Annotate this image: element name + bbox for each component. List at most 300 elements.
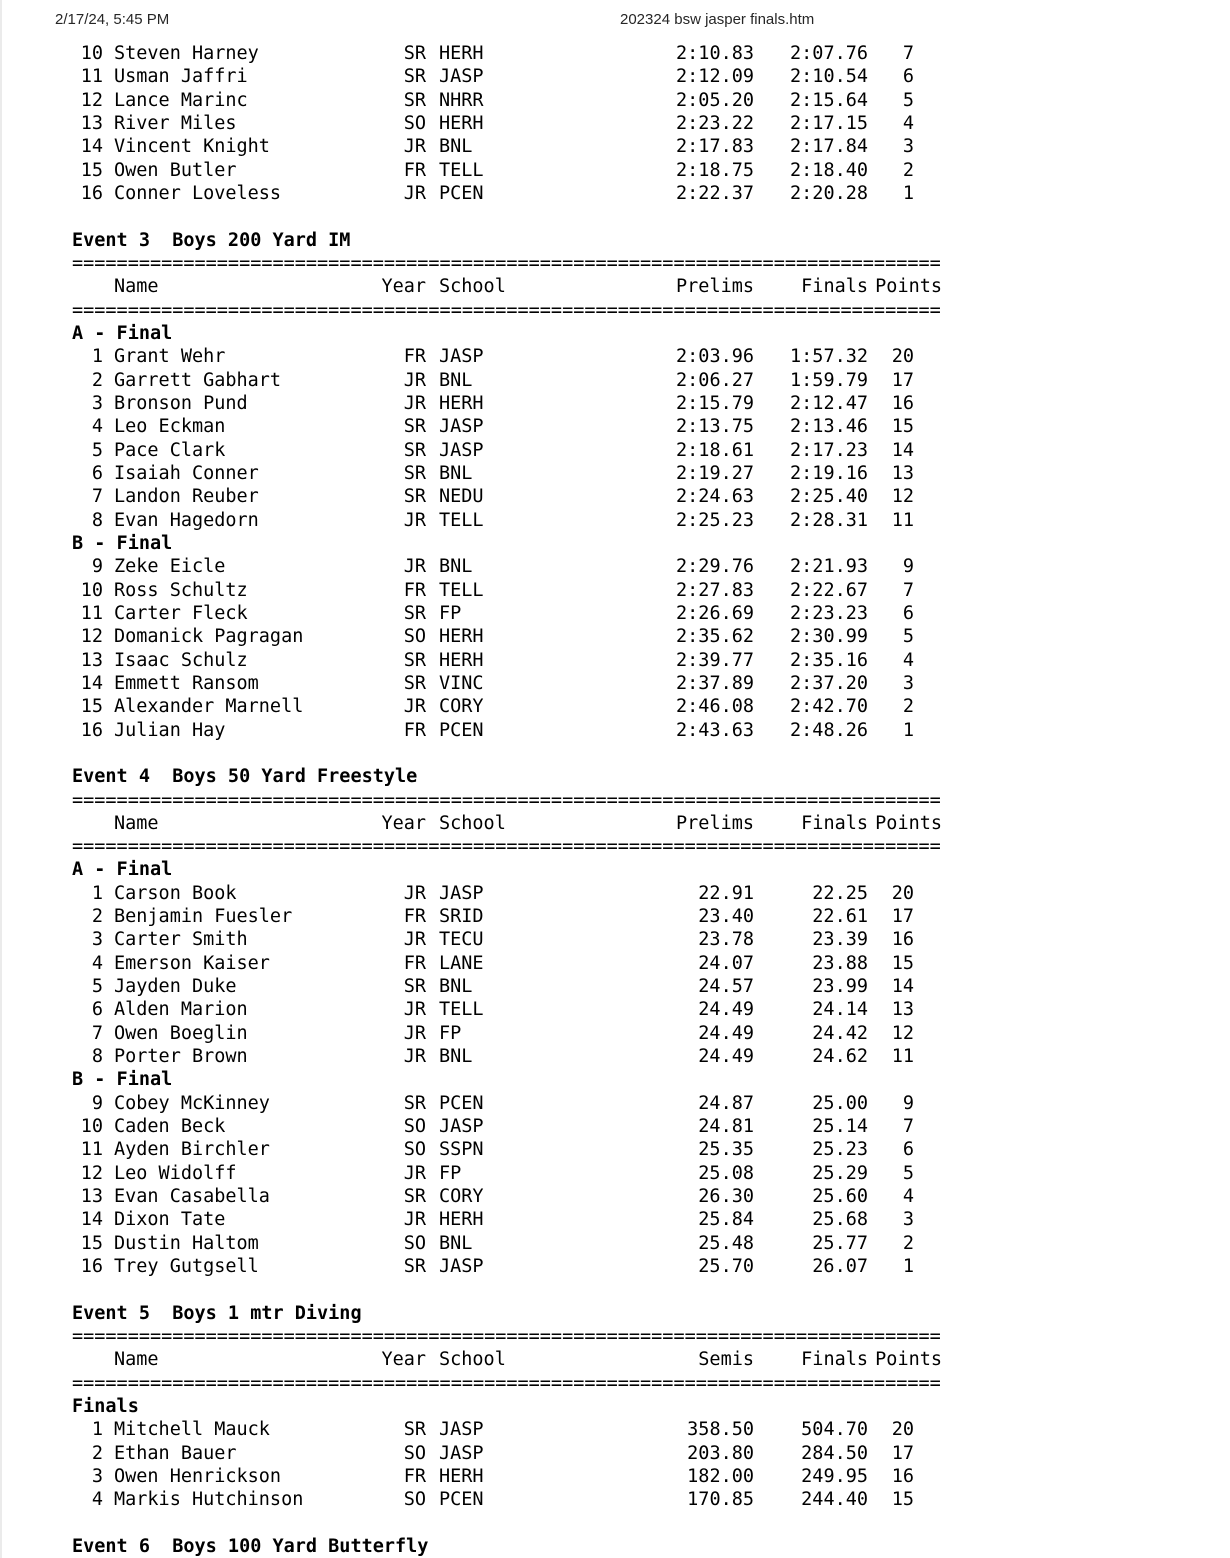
school-cell: HERH: [439, 626, 484, 648]
result-row: [2, 89, 1230, 112]
finals-time-cell: 2:12.47: [790, 392, 868, 414]
finals-time-cell: 2:21.93: [790, 556, 868, 578]
athlete-name-cell: Lance Marinc: [114, 89, 248, 111]
athlete-name-cell: Domanick Pagragan: [114, 626, 304, 648]
rank-cell: 10: [80, 1116, 103, 1138]
qual-time-cell: 23.78: [698, 929, 754, 951]
rank-cell: 16: [80, 182, 103, 204]
year-cell: JR: [403, 136, 426, 158]
result-row: [2, 65, 1230, 88]
year-cell: FR: [403, 346, 426, 368]
finals-time-cell: 2:19.16: [790, 462, 868, 484]
points-cell: 6: [902, 66, 914, 88]
rank-cell: 2: [91, 906, 103, 928]
rank-cell: 9: [91, 556, 103, 578]
school-column-header: School: [439, 1349, 506, 1371]
rank-cell: 2: [91, 1442, 103, 1464]
points-cell: 2: [902, 696, 914, 718]
year-cell: SO: [403, 1116, 426, 1138]
points-cell: 15: [891, 1489, 914, 1511]
points-cell: 7: [902, 579, 914, 601]
year-cell: SR: [403, 649, 426, 671]
athlete-name-cell: Vincent Knight: [114, 136, 270, 158]
athlete-name-cell: Isaac Schulz: [114, 649, 248, 671]
result-row: [2, 135, 1230, 158]
rank-cell: 12: [80, 89, 103, 111]
print-datetime: 2/17/24, 5:45 PM: [55, 11, 170, 28]
finals-time-cell: 1:57.32: [790, 346, 868, 368]
qual-time-cell: 2:46.08: [676, 696, 754, 718]
finals-time-cell: 2:42.70: [790, 696, 868, 718]
school-column-header: School: [439, 276, 506, 298]
year-cell: JR: [403, 929, 426, 951]
school-cell: TELL: [439, 159, 484, 181]
qual-time-cell: 26.30: [698, 1186, 754, 1208]
result-row: [2, 1045, 1230, 1068]
result-row: [2, 928, 1230, 951]
rank-cell: 3: [91, 929, 103, 951]
qual-time-cell: 2:27.83: [676, 579, 754, 601]
result-row: [2, 1022, 1230, 1045]
qual-time-cell: 24.07: [698, 952, 754, 974]
result-row: [2, 1442, 1230, 1465]
finals-time-cell: 2:25.40: [790, 486, 868, 508]
points-cell: 7: [902, 1116, 914, 1138]
athlete-name-cell: Trey Gutgsell: [114, 1256, 259, 1278]
print-header: [2, 11, 1230, 33]
school-column-header: School: [439, 812, 506, 834]
result-row: [2, 1488, 1230, 1511]
athlete-name-cell: Owen Henrickson: [114, 1466, 282, 1488]
column-header-row: [2, 1348, 1230, 1371]
year-cell: JR: [403, 509, 426, 531]
finals-time-cell: 25.23: [812, 1139, 868, 1161]
school-cell: HERH: [439, 649, 484, 671]
athlete-name-cell: Conner Loveless: [114, 182, 282, 204]
result-row: [2, 485, 1230, 508]
finals-time-cell: 2:37.20: [790, 672, 868, 694]
qual-column-header: Semis: [698, 1349, 754, 1371]
year-cell: SO: [403, 112, 426, 134]
year-cell: FR: [403, 906, 426, 928]
finals-time-cell: 23.39: [812, 929, 868, 951]
qual-time-cell: 203.80: [687, 1442, 754, 1464]
points-cell: 17: [891, 369, 914, 391]
rank-cell: 10: [80, 43, 103, 64]
finals-time-cell: 2:17.15: [790, 112, 868, 134]
name-column-header: Name: [114, 812, 159, 834]
event-heading: Event 4 Boys 50 Yard Freestyle: [72, 766, 418, 788]
result-row: [2, 369, 1230, 392]
result-row: [2, 1092, 1230, 1115]
athlete-name-cell: Caden Beck: [114, 1116, 226, 1138]
points-cell: 11: [891, 1046, 914, 1068]
separator-line: ==============================================================================: [72, 789, 941, 811]
rank-cell: 9: [91, 1092, 103, 1114]
rank-cell: 13: [80, 649, 103, 671]
athlete-name-cell: Bronson Pund: [114, 392, 248, 414]
rank-cell: 4: [91, 1489, 103, 1511]
points-column-header: Points: [875, 1349, 942, 1371]
year-cell: FR: [403, 952, 426, 974]
year-cell: JR: [403, 182, 426, 204]
school-cell: TELL: [439, 579, 484, 601]
rank-cell: 4: [91, 416, 103, 438]
year-column-header: Year: [381, 276, 426, 298]
athlete-name-cell: Julian Hay: [114, 719, 226, 741]
rank-cell: 12: [80, 1162, 103, 1184]
finals-time-cell: 25.77: [812, 1232, 868, 1254]
finals-time-cell: 23.99: [812, 976, 868, 998]
athlete-name-cell: Dustin Haltom: [114, 1232, 259, 1254]
result-row: [2, 672, 1230, 695]
year-cell: FR: [403, 159, 426, 181]
year-cell: SO: [403, 626, 426, 648]
athlete-name-cell: Leo Widolff: [114, 1162, 237, 1184]
year-cell: SR: [403, 1186, 426, 1208]
points-cell: 5: [902, 1162, 914, 1184]
athlete-name-cell: Pace Clark: [114, 439, 226, 461]
finals-time-cell: 504.70: [801, 1419, 868, 1441]
qual-time-cell: 22.91: [698, 882, 754, 904]
result-row: [2, 882, 1230, 905]
result-row: [2, 1162, 1230, 1185]
rank-cell: 15: [80, 696, 103, 718]
year-cell: SR: [403, 672, 426, 694]
athlete-name-cell: Zeke Eicle: [114, 556, 226, 578]
section-label: B - Final: [72, 1069, 173, 1091]
points-cell: 11: [891, 509, 914, 531]
school-cell: FP: [439, 1162, 462, 1184]
rank-cell: 11: [80, 1139, 103, 1161]
school-cell: BNL: [439, 556, 473, 578]
year-column-header: Year: [381, 812, 426, 834]
points-column-header: Points: [875, 812, 942, 834]
school-cell: VINC: [439, 672, 484, 694]
qual-time-cell: 2:13.75: [676, 416, 754, 438]
finals-time-cell: 25.68: [812, 1209, 868, 1231]
qual-time-cell: 182.00: [687, 1466, 754, 1488]
year-cell: SO: [403, 1139, 426, 1161]
year-cell: SR: [403, 89, 426, 111]
qual-time-cell: 2:43.63: [676, 719, 754, 741]
finals-time-cell: 24.62: [812, 1046, 868, 1068]
finals-column-header: Finals: [801, 1349, 868, 1371]
qual-time-cell: 358.50: [687, 1419, 754, 1441]
school-cell: BNL: [439, 136, 473, 158]
year-cell: JR: [403, 882, 426, 904]
result-row: [2, 695, 1230, 718]
rank-cell: 14: [80, 1209, 103, 1231]
event-heading: Event 3 Boys 200 Yard IM: [72, 229, 351, 251]
result-row: [2, 1138, 1230, 1161]
qual-time-cell: 2:12.09: [676, 66, 754, 88]
points-cell: 3: [902, 136, 914, 158]
points-cell: 16: [891, 1466, 914, 1488]
school-cell: TELL: [439, 999, 484, 1021]
year-cell: JR: [403, 1162, 426, 1184]
finals-time-cell: 22.25: [812, 882, 868, 904]
school-cell: NHRR: [439, 89, 484, 111]
result-row: [2, 392, 1230, 415]
year-cell: FR: [403, 719, 426, 741]
results-report: [2, 42, 1230, 1558]
athlete-name-cell: Owen Boeglin: [114, 1022, 248, 1044]
finals-time-cell: 2:18.40: [790, 159, 868, 181]
rank-cell: 14: [80, 136, 103, 158]
points-cell: 20: [891, 346, 914, 368]
athlete-name-cell: Evan Casabella: [114, 1186, 270, 1208]
rank-cell: 3: [91, 1466, 103, 1488]
section-label: B - Final: [72, 532, 173, 554]
finals-time-cell: 284.50: [801, 1442, 868, 1464]
separator-line: ==============================================================================: [72, 252, 941, 274]
school-cell: TECU: [439, 929, 484, 951]
school-cell: HERH: [439, 392, 484, 414]
athlete-name-cell: Landon Reuber: [114, 486, 259, 508]
name-column-header: Name: [114, 1349, 159, 1371]
school-cell: CORY: [439, 1186, 484, 1208]
rank-cell: 5: [91, 976, 103, 998]
result-row: [2, 1185, 1230, 1208]
points-cell: 1: [902, 1256, 914, 1278]
name-column-header: Name: [114, 276, 159, 298]
separator-line: ==============================================================================: [72, 836, 941, 858]
qual-time-cell: 25.35: [698, 1139, 754, 1161]
athlete-name-cell: Grant Wehr: [114, 346, 226, 368]
rank-cell: 16: [80, 719, 103, 741]
athlete-name-cell: Steven Harney: [114, 43, 259, 64]
result-row: [2, 1465, 1230, 1488]
finals-time-cell: 2:28.31: [790, 509, 868, 531]
result-row: [2, 1255, 1230, 1278]
finals-time-cell: 24.14: [812, 999, 868, 1021]
result-row: [2, 1232, 1230, 1255]
points-cell: 5: [902, 89, 914, 111]
year-cell: SR: [403, 976, 426, 998]
school-cell: BNL: [439, 1046, 473, 1068]
result-row: [2, 555, 1230, 578]
separator-line: ==============================================================================: [72, 1372, 941, 1394]
result-row: [2, 159, 1230, 182]
points-cell: 17: [891, 906, 914, 928]
finals-time-cell: 2:23.23: [790, 602, 868, 624]
qual-time-cell: 24.87: [698, 1092, 754, 1114]
year-cell: JR: [403, 1022, 426, 1044]
column-header-row: [2, 812, 1230, 835]
year-cell: FR: [403, 1466, 426, 1488]
finals-time-cell: 25.60: [812, 1186, 868, 1208]
athlete-name-cell: Emmett Ransom: [114, 672, 259, 694]
year-cell: SR: [403, 66, 426, 88]
result-row: [2, 905, 1230, 928]
athlete-name-cell: Evan Hagedorn: [114, 509, 259, 531]
rank-cell: 8: [91, 1046, 103, 1068]
rank-cell: 15: [80, 159, 103, 181]
result-row: [2, 415, 1230, 438]
athlete-name-cell: Alexander Marnell: [114, 696, 304, 718]
points-cell: 6: [902, 602, 914, 624]
school-cell: JASP: [439, 882, 484, 904]
points-cell: 14: [891, 976, 914, 998]
athlete-name-cell: Benjamin Fuesler: [114, 906, 293, 928]
rank-cell: 5: [91, 439, 103, 461]
points-cell: 14: [891, 439, 914, 461]
athlete-name-cell: Ethan Bauer: [114, 1442, 237, 1464]
finals-time-cell: 24.42: [812, 1022, 868, 1044]
finals-time-cell: 2:13.46: [790, 416, 868, 438]
school-cell: JASP: [439, 1256, 484, 1278]
qual-column-header: Prelims: [676, 276, 754, 298]
points-cell: 16: [891, 392, 914, 414]
finals-time-cell: 2:15.64: [790, 89, 868, 111]
year-cell: SR: [403, 602, 426, 624]
qual-time-cell: 2:24.63: [676, 486, 754, 508]
finals-time-cell: 2:20.28: [790, 182, 868, 204]
section-label: Finals: [72, 1396, 139, 1418]
blank-line: [2, 205, 1230, 228]
school-cell: HERH: [439, 1209, 484, 1231]
points-cell: 12: [891, 1022, 914, 1044]
athlete-name-cell: Porter Brown: [114, 1046, 248, 1068]
school-cell: JASP: [439, 1419, 484, 1441]
qual-time-cell: 25.48: [698, 1232, 754, 1254]
blank-line: [2, 742, 1230, 765]
rank-cell: 16: [80, 1256, 103, 1278]
finals-time-cell: 2:22.67: [790, 579, 868, 601]
points-cell: 7: [902, 43, 914, 64]
qual-time-cell: 24.49: [698, 1022, 754, 1044]
year-cell: SO: [403, 1489, 426, 1511]
finals-time-cell: 25.14: [812, 1116, 868, 1138]
qual-time-cell: 2:03.96: [676, 346, 754, 368]
finals-time-cell: 25.00: [812, 1092, 868, 1114]
points-cell: 9: [902, 1092, 914, 1114]
rank-cell: 14: [80, 672, 103, 694]
points-cell: 4: [902, 112, 914, 134]
rank-cell: 1: [91, 1419, 103, 1441]
athlete-name-cell: Ayden Birchler: [114, 1139, 270, 1161]
athlete-name-cell: Leo Eckman: [114, 416, 226, 438]
school-cell: TELL: [439, 509, 484, 531]
finals-column-header: Finals: [801, 276, 868, 298]
qual-time-cell: 2:25.23: [676, 509, 754, 531]
athlete-name-cell: Markis Hutchinson: [114, 1489, 304, 1511]
points-cell: 2: [902, 1232, 914, 1254]
year-cell: JR: [403, 696, 426, 718]
finals-time-cell: 2:48.26: [790, 719, 868, 741]
blank-line: [2, 1278, 1230, 1301]
rank-cell: 15: [80, 1232, 103, 1254]
rank-cell: 2: [91, 369, 103, 391]
finals-time-cell: 2:35.16: [790, 649, 868, 671]
finals-time-cell: 2:17.23: [790, 439, 868, 461]
school-cell: FP: [439, 1022, 462, 1044]
section-label: A - Final: [72, 322, 173, 344]
points-cell: 20: [891, 882, 914, 904]
result-row: [2, 719, 1230, 742]
qual-time-cell: 2:17.83: [676, 136, 754, 158]
athlete-name-cell: Alden Marion: [114, 999, 248, 1021]
points-cell: 6: [902, 1139, 914, 1161]
athlete-name-cell: Cobey McKinney: [114, 1092, 270, 1114]
result-row: [2, 602, 1230, 625]
school-cell: SRID: [439, 906, 484, 928]
athlete-name-cell: Owen Butler: [114, 159, 237, 181]
school-cell: PCEN: [439, 1092, 484, 1114]
qual-time-cell: 25.70: [698, 1256, 754, 1278]
rank-cell: 12: [80, 626, 103, 648]
year-cell: SR: [403, 439, 426, 461]
finals-time-cell: 2:10.54: [790, 66, 868, 88]
school-cell: CORY: [439, 696, 484, 718]
qual-time-cell: 2:26.69: [676, 602, 754, 624]
print-title: 202324 bsw jasper finals.htm: [620, 11, 815, 28]
qual-column-header: Prelims: [676, 812, 754, 834]
qual-time-cell: 25.08: [698, 1162, 754, 1184]
points-cell: 1: [902, 719, 914, 741]
points-cell: 3: [902, 672, 914, 694]
qual-time-cell: 23.40: [698, 906, 754, 928]
year-cell: JR: [403, 999, 426, 1021]
finals-time-cell: 25.29: [812, 1162, 868, 1184]
result-row: [2, 1208, 1230, 1231]
section-label: A - Final: [72, 859, 173, 881]
points-cell: 3: [902, 1209, 914, 1231]
qual-time-cell: 2:23.22: [676, 112, 754, 134]
result-row: [2, 975, 1230, 998]
year-cell: SR: [403, 1256, 426, 1278]
rank-cell: 4: [91, 952, 103, 974]
points-cell: 15: [891, 416, 914, 438]
school-cell: JASP: [439, 416, 484, 438]
athlete-name-cell: Usman Jaffri: [114, 66, 248, 88]
qual-time-cell: 2:05.20: [676, 89, 754, 111]
rank-cell: 1: [91, 346, 103, 368]
qual-time-cell: 24.49: [698, 999, 754, 1021]
finals-column-header: Finals: [801, 812, 868, 834]
athlete-name-cell: Ross Schultz: [114, 579, 248, 601]
qual-time-cell: 2:39.77: [676, 649, 754, 671]
year-cell: SR: [403, 416, 426, 438]
qual-time-cell: 25.84: [698, 1209, 754, 1231]
athlete-name-cell: Carter Fleck: [114, 602, 248, 624]
finals-time-cell: 23.88: [812, 952, 868, 974]
points-cell: 12: [891, 486, 914, 508]
finals-time-cell: 26.07: [812, 1256, 868, 1278]
school-cell: BNL: [439, 976, 473, 998]
rank-cell: 11: [80, 602, 103, 624]
blank-line: [2, 1512, 1230, 1535]
athlete-name-cell: Isaiah Conner: [114, 462, 259, 484]
athlete-name-cell: Emerson Kaiser: [114, 952, 270, 974]
school-cell: BNL: [439, 369, 473, 391]
athlete-name-cell: River Miles: [114, 112, 237, 134]
event-heading: Event 5 Boys 1 mtr Diving: [72, 1302, 362, 1324]
finals-time-cell: 1:59.79: [790, 369, 868, 391]
points-column-header: Points: [875, 276, 942, 298]
rank-cell: 8: [91, 509, 103, 531]
qual-time-cell: 24.81: [698, 1116, 754, 1138]
points-cell: 15: [891, 952, 914, 974]
year-cell: SO: [403, 1232, 426, 1254]
qual-time-cell: 2:35.62: [676, 626, 754, 648]
school-cell: FP: [439, 602, 462, 624]
qual-time-cell: 2:29.76: [676, 556, 754, 578]
finals-time-cell: 244.40: [801, 1489, 868, 1511]
qual-time-cell: 2:18.61: [676, 439, 754, 461]
year-cell: SO: [403, 1442, 426, 1464]
